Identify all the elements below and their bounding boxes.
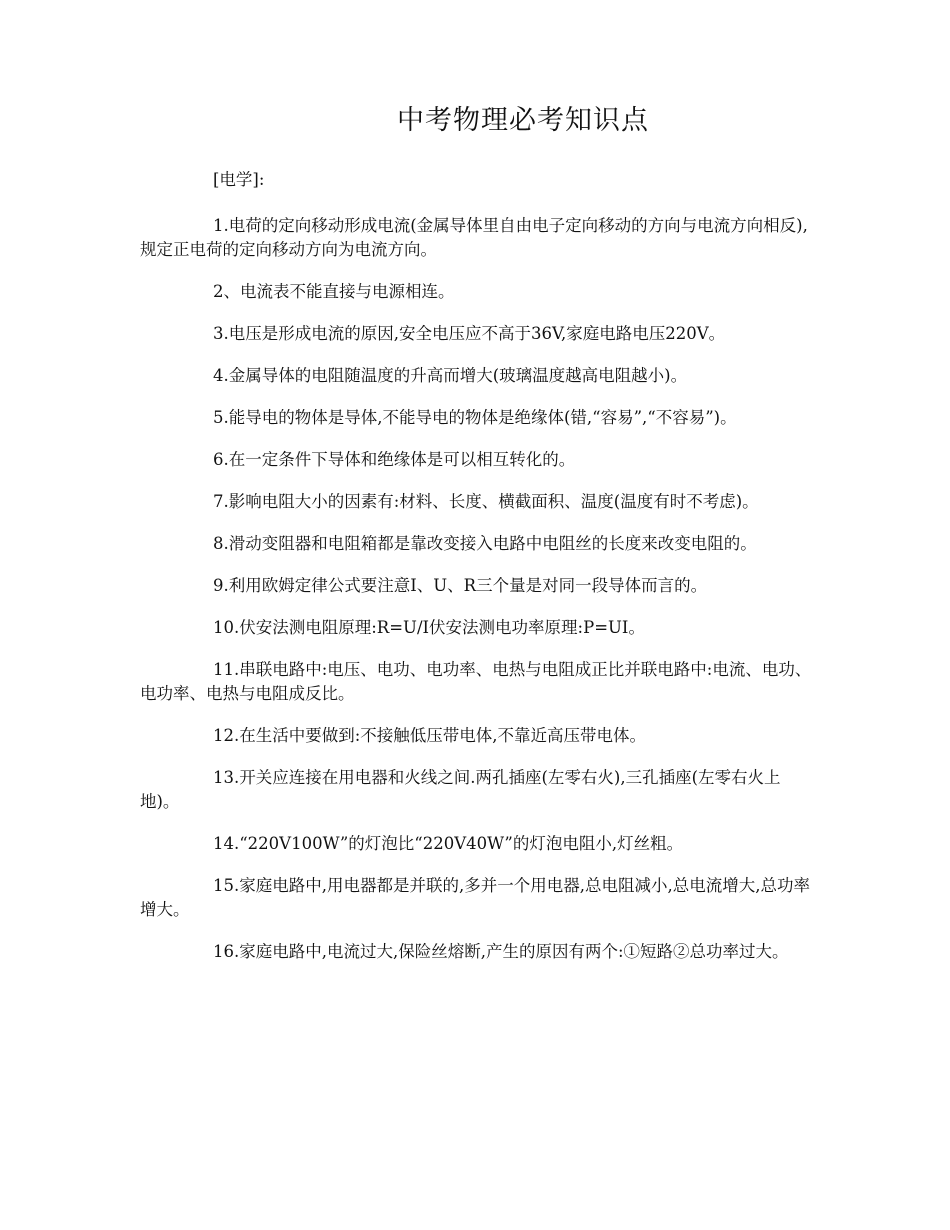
knowledge-item: 4.金属导体的电阻随温度的升高而增大(玻璃温度越高电阻越小)。 xyxy=(213,366,688,385)
knowledge-item: 3.电压是形成电流的原因,安全电压应不高于36V,家庭电路电压220V。 xyxy=(213,324,726,343)
knowledge-item: 13.开关应连接在用电器和火线之间.两孔插座(左零右火),三孔插座(左零右火上地)。 xyxy=(140,768,781,811)
document-content xyxy=(140,168,812,982)
knowledge-item: 1.电荷的定向移动形成电流(金属导体里自由电子定向移动的方向与电流方向相反),规定正电荷的定向移动方向为电流方向。 xyxy=(140,216,808,259)
document-title: 中考物理必考知识点 xyxy=(397,105,649,136)
knowledge-item: 14.“220V100W”的灯泡比“220V40W”的灯泡电阻小,灯丝粗。 xyxy=(213,834,684,853)
knowledge-item: 15.家庭电路中,用电器都是并联的,多并一个用电器,总电阻减小,总电流增大,总功率增大。 xyxy=(140,876,810,919)
knowledge-item: 6.在一定条件下导体和绝缘体是可以相互转化的。 xyxy=(213,450,576,469)
knowledge-item: 8.滑动变阻器和电阻箱都是靠改变接入电路中电阻丝的长度来改变电阻的。 xyxy=(213,534,757,553)
knowledge-item: 2、电流表不能直接与电源相连。 xyxy=(213,282,455,301)
knowledge-item: 16.家庭电路中,电流过大,保险丝熔断,产生的原因有两个:①短路②总功率过大。 xyxy=(213,942,789,961)
knowledge-item: 9.利用欧姆定律公式要注意I、U、R三个量是对同一段导体而言的。 xyxy=(213,576,708,595)
knowledge-item: 12.在生活中要做到:不接触低压带电体,不靠近高压带电体。 xyxy=(213,726,647,745)
knowledge-item: 5.能导电的物体是导体,不能导电的物体是绝缘体(错,“容易”,“不容易”)。 xyxy=(213,408,737,427)
knowledge-item: 10.伏安法测电阻原理:R=U/I伏安法测电功率原理:P=UI。 xyxy=(213,618,645,637)
knowledge-item: 7.影响电阻大小的因素有:材料、长度、横截面积、温度(温度有时不考虑)。 xyxy=(213,492,759,511)
knowledge-item: 11.串联电路中:电压、电功、电功率、电热与电阻成正比并联电路中:电流、电功、电功率、电热与电阻成反比。 xyxy=(140,660,812,703)
section-label-electricity: [电学]: xyxy=(213,170,265,189)
